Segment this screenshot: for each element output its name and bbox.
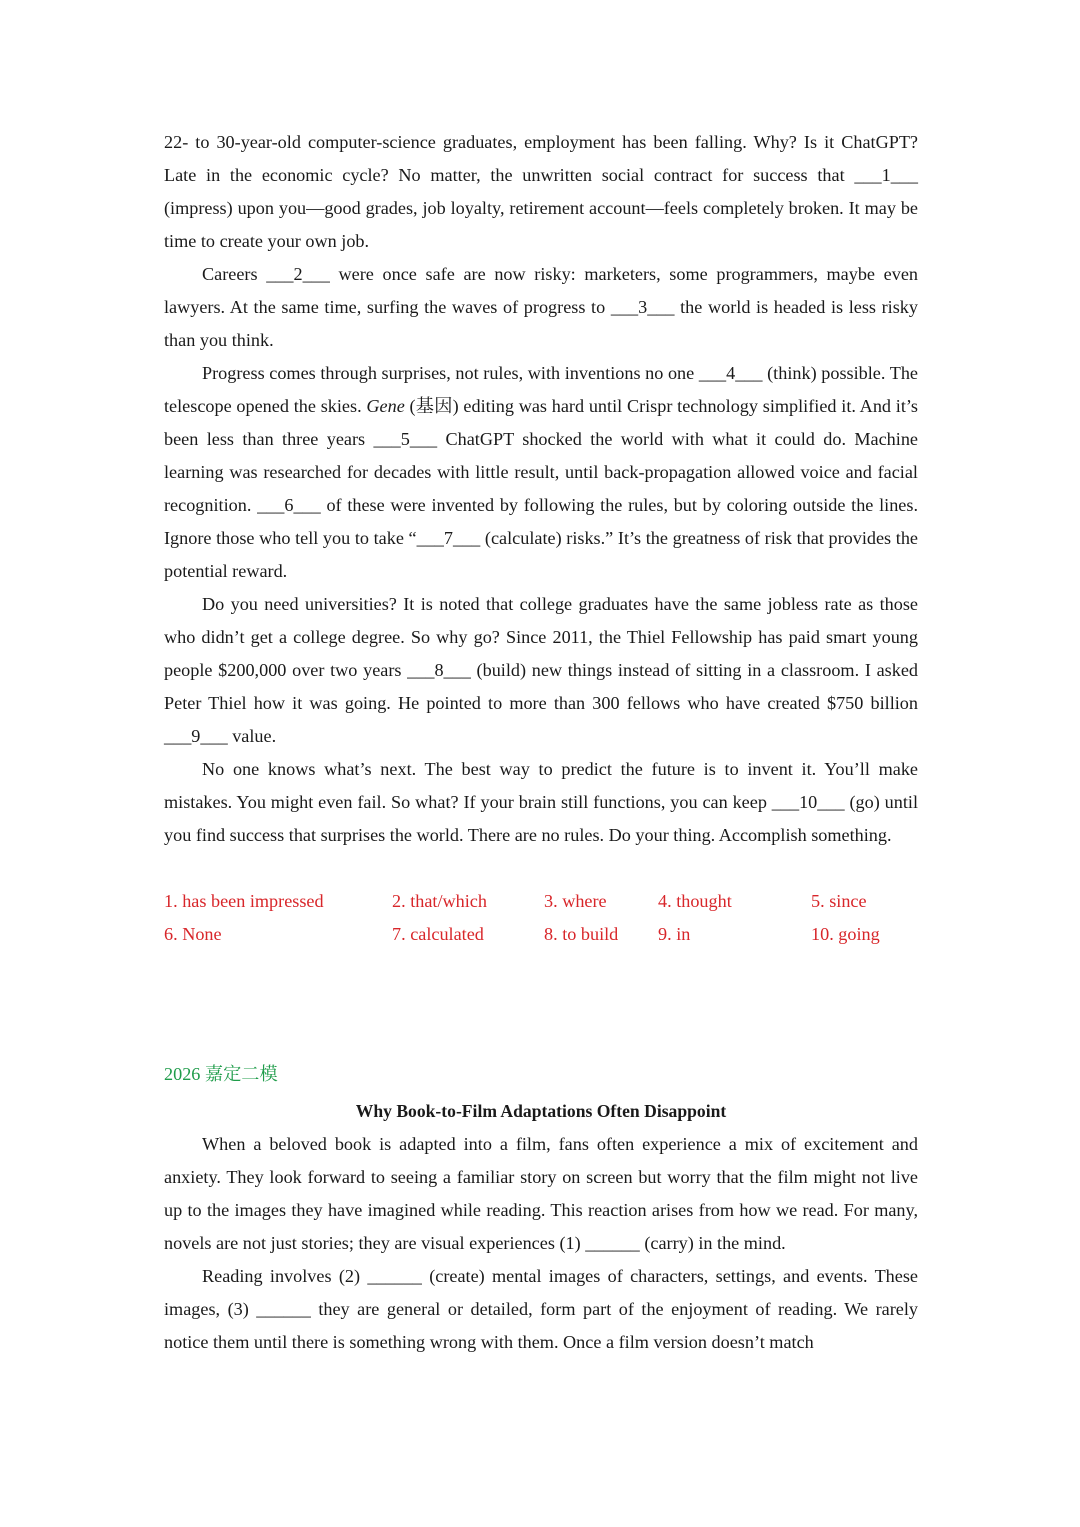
answer-item: 10. going <box>811 924 880 944</box>
paragraph-3-part-b: (基因) editing was hard until Crispr technology simplified it. And it’s been less than three years ___5___ ChatGPT shocked the world with what it could do. Machine learning was researched for decades with little result, until back-propagation allowed voice and facial recognition. ___6___ of these were invented by following the rules, but by coloring outside the lines. Ignore those who tell you to take “___7___ (calculate) risks.” It’s the greatness of risk that provides the potential reward. <box>164 396 919 581</box>
gene-italic-word: Gene <box>366 396 405 416</box>
passage-1-paragraph-2: Careers ___2___ were once safe are now risky: marketers, some programmers, maybe even lawyers. At the same time, surfing the waves of progress to ___3___ the world is headed is less risky than you think. <box>164 264 918 350</box>
answer-item: 1. has been impressed <box>164 891 324 911</box>
answer-item: 6. None <box>164 924 222 944</box>
passage-1-paragraph-4: Do you need universities? It is noted that college graduates have the same jobless rate as those who didn’t get a college degree. So why go? Since 2011, the Thiel Fellowship has paid smart young people $200,000 over two years ___8___ (build) new things instead of sitting in a classroom. I asked Peter Thiel how it was going. He pointed to more than 300 fellows who have created $750 billion ___9___ value. <box>164 594 918 746</box>
answer-key <box>164 885 918 951</box>
answer-item: 9. in <box>658 924 691 944</box>
answer-item: 8. to build <box>544 924 619 944</box>
section-label: 2026 嘉定二模 <box>164 1064 278 1084</box>
answer-item: 5. since <box>811 891 867 911</box>
passage-2 <box>164 1128 918 1359</box>
passage-1-paragraph-3 <box>164 357 918 588</box>
document-page <box>164 126 918 1359</box>
answer-item: 4. thought <box>658 891 732 911</box>
passage-1-paragraph-5: No one knows what’s next. The best way to predict the future is to invent it. You’ll make mistakes. You might even fail. So what? If your brain still functions, you can keep ___10___ (go) until you find success that surprises the world. There are no rules. Do your thing. Accomplish something. <box>164 759 918 845</box>
answer-row <box>164 885 918 918</box>
answer-item: 7. calculated <box>392 924 484 944</box>
passage-2-paragraph-2: Reading involves (2) ______ (create) mental images of characters, settings, and events. These images, (3) ______ they are general or detailed, form part of the enjoyment of reading. We rarely notice them until there is something wrong with them. Once a film version doesn’t match <box>164 1266 918 1352</box>
passage-2-paragraph-1: When a beloved book is adapted into a film, fans often experience a mix of excitement and anxiety. They look forward to seeing a familiar story on screen but worry that the film might not live up to the images they have imagined while reading. This reaction arises from how we read. For many, novels are not just stories; they are visual experiences (1) ______ (carry) in the mind. <box>164 1134 918 1253</box>
passage-1-paragraph-1: 22- to 30-year-old computer-science graduates, employment has been falling. Why? Is it ChatGPT? Late in the economic cycle? No matter, the unwritten social contract for success that ___1___ (impress) upon you—good grades, job loyalty, retirement account—feels completely broken. It may be time to create your own job. <box>164 132 918 251</box>
answer-item: 2. that/which <box>392 891 487 911</box>
article-title: Why Book-to-Film Adaptations Often Disappoint <box>355 1101 727 1121</box>
answer-row <box>164 918 918 951</box>
passage-1 <box>164 126 918 852</box>
answer-item: 3. where <box>544 891 607 911</box>
paragraph-3-part-a: Progress comes through surprises, not rules, with inventions no one ___4___ (think) possible. The telescope opened the skies. <box>164 363 918 416</box>
